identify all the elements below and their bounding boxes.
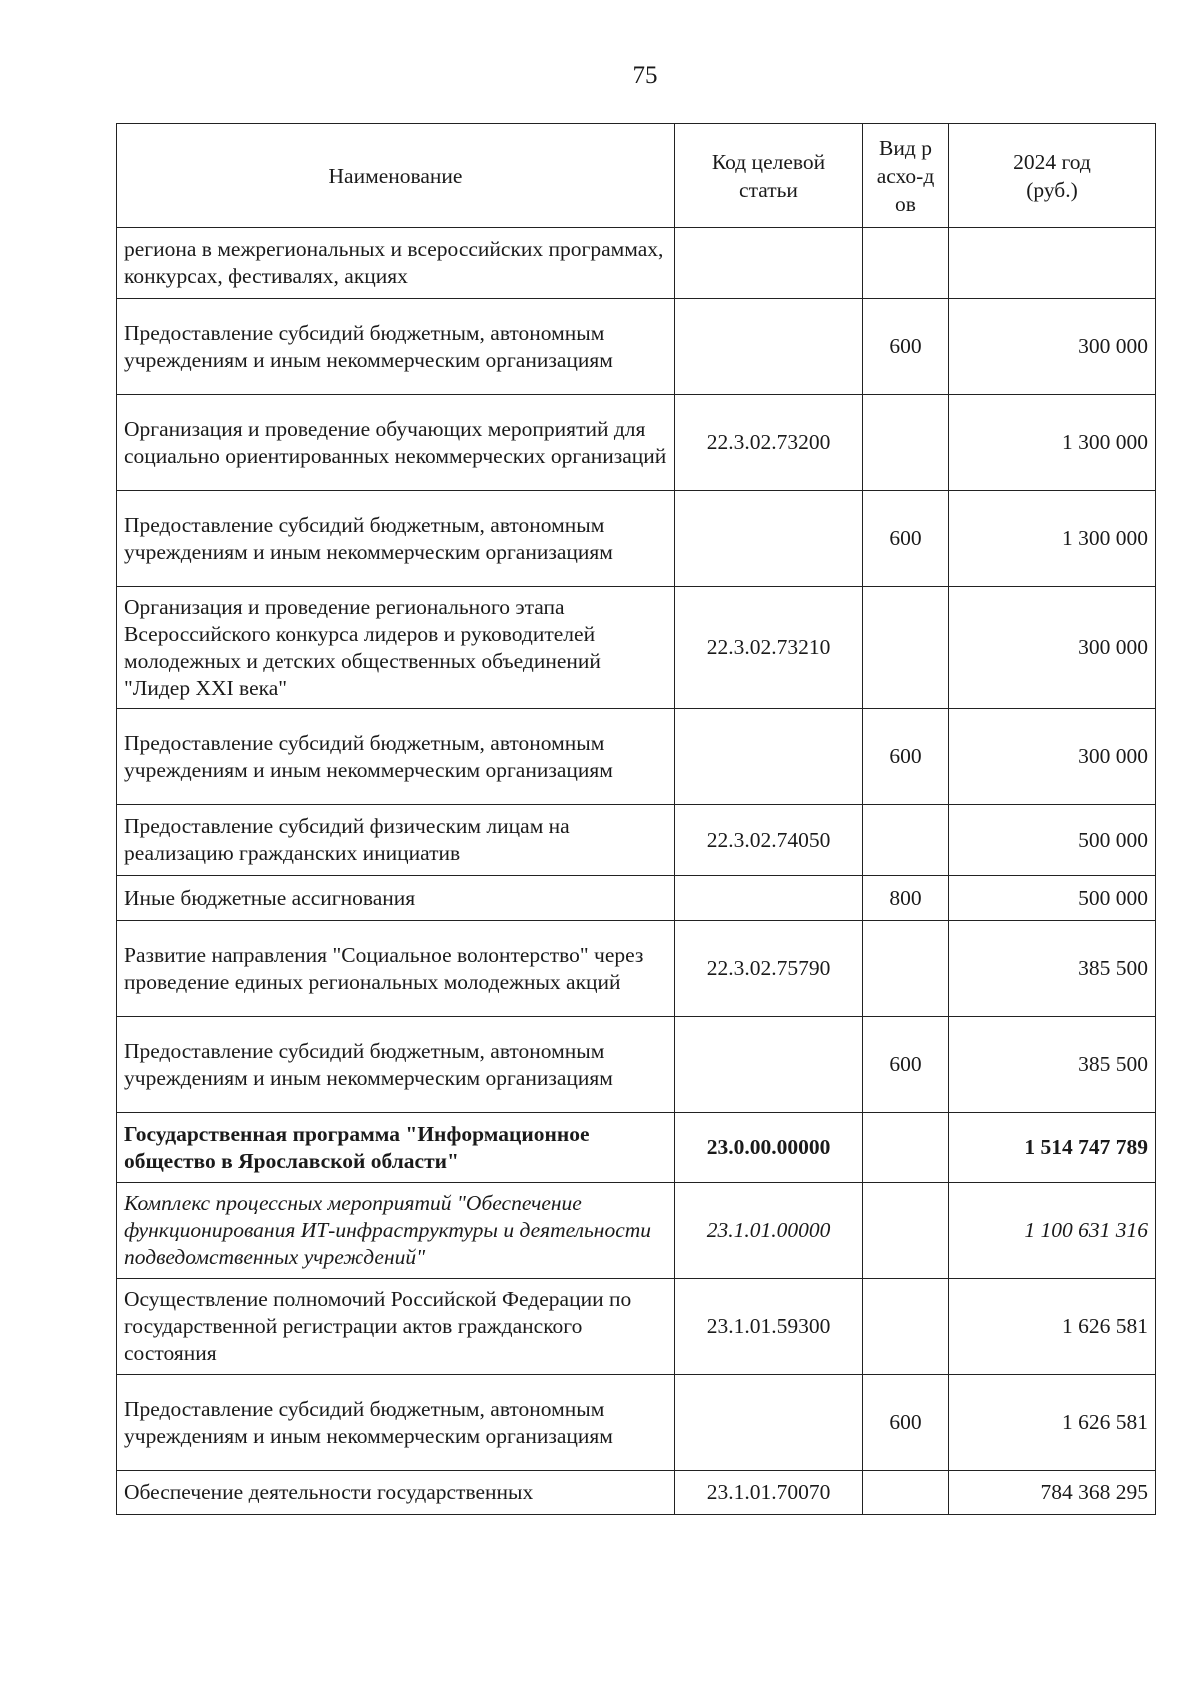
table-row [117, 228, 1156, 299]
table-row [117, 1113, 1156, 1183]
table-body [117, 228, 1156, 1515]
cell-sum: 300 000 [949, 709, 1156, 805]
header-name: Наименование [117, 124, 675, 228]
cell-code [675, 709, 863, 805]
cell-kind [863, 587, 949, 709]
cell-kind [863, 1113, 949, 1183]
cell-name: региона в межрегиональных и всероссийских программах, конкурсах, фестивалях, акциях [117, 228, 675, 299]
cell-code: 23.1.01.59300 [675, 1279, 863, 1375]
cell-sum [949, 228, 1156, 299]
cell-sum: 784 368 295 [949, 1471, 1156, 1515]
cell-sum: 385 500 [949, 1017, 1156, 1113]
cell-kind: 600 [863, 1375, 949, 1471]
cell-name: Предоставление субсидий бюджетным, автономным учреждениям и иным некоммерческим организациям [117, 709, 675, 805]
cell-kind [863, 1279, 949, 1375]
table-row [117, 921, 1156, 1017]
cell-kind [863, 1183, 949, 1279]
cell-code [675, 876, 863, 921]
header-code [675, 124, 863, 228]
table-row [117, 1471, 1156, 1515]
cell-name: Предоставление субсидий бюджетным, автономным учреждениям и иным некоммерческим организациям [117, 299, 675, 395]
cell-sum: 300 000 [949, 587, 1156, 709]
cell-name: Организация и проведение регионального этапа Всероссийского конкурса лидеров и руководителей молодежных и детских общественных объединений "Лидер XXI века" [117, 587, 675, 709]
cell-name: Государственная программа "Информационное общество в Ярославской области" [117, 1113, 675, 1183]
cell-code: 23.1.01.00000 [675, 1183, 863, 1279]
cell-name: Комплекс процессных мероприятий "Обеспечение функционирования ИТ-инфраструктуры и деятельности подведомственных учреждений" [117, 1183, 675, 1279]
cell-name: Предоставление субсидий физическим лицам на реализацию гражданских инициатив [117, 805, 675, 876]
cell-kind: 800 [863, 876, 949, 921]
header-row [117, 124, 1156, 228]
cell-kind [863, 805, 949, 876]
cell-name: Развитие направления "Социальное волонтерство" через проведение единых региональных молодежных акций [117, 921, 675, 1017]
table-row [117, 709, 1156, 805]
table-row [117, 1017, 1156, 1113]
table-row [117, 491, 1156, 587]
cell-name: Организация и проведение обучающих мероприятий для социально ориентированных некоммерческих организаций [117, 395, 675, 491]
cell-name: Предоставление субсидий бюджетным, автономным учреждениям и иным некоммерческим организациям [117, 1017, 675, 1113]
cell-kind: 600 [863, 1017, 949, 1113]
cell-name: Обеспечение деятельности государственных [117, 1471, 675, 1515]
cell-code: 23.1.01.70070 [675, 1471, 863, 1515]
table-row [117, 805, 1156, 876]
cell-name: Иные бюджетные ассигнования [117, 876, 675, 921]
budget-table [116, 123, 1156, 1515]
cell-kind [863, 921, 949, 1017]
cell-sum: 1 300 000 [949, 395, 1156, 491]
cell-code: 22.3.02.74050 [675, 805, 863, 876]
cell-sum: 1 300 000 [949, 491, 1156, 587]
cell-code [675, 299, 863, 395]
cell-kind: 600 [863, 491, 949, 587]
cell-kind [863, 228, 949, 299]
table-row [117, 299, 1156, 395]
cell-sum: 1 626 581 [949, 1375, 1156, 1471]
header-kind [863, 124, 949, 228]
table-row [117, 395, 1156, 491]
table-row [117, 1279, 1156, 1375]
page-number: 75 [632, 62, 658, 89]
cell-sum: 385 500 [949, 921, 1156, 1017]
cell-code: 23.0.00.00000 [675, 1113, 863, 1183]
cell-name: Предоставление субсидий бюджетным, автономным учреждениям и иным некоммерческим организациям [117, 491, 675, 587]
header-sum-label: 2024 год (руб.) [1013, 149, 1091, 202]
cell-sum: 1 626 581 [949, 1279, 1156, 1375]
cell-sum: 300 000 [949, 299, 1156, 395]
cell-kind [863, 395, 949, 491]
cell-name: Предоставление субсидий бюджетным, автономным учреждениям и иным некоммерческим организациям [117, 1375, 675, 1471]
cell-sum: 500 000 [949, 876, 1156, 921]
cell-name: Осуществление полномочий Российской Федерации по государственной регистрации актов гражданского состояния [117, 1279, 675, 1375]
header-code-label: Код целевой статьи [711, 149, 826, 202]
cell-code: 22.3.02.75790 [675, 921, 863, 1017]
table-row [117, 876, 1156, 921]
table-row [117, 1183, 1156, 1279]
header-sum [949, 124, 1156, 228]
header-kind-label: Вид расхо-дов [876, 135, 935, 216]
cell-code: 22.3.02.73210 [675, 587, 863, 709]
cell-sum: 1 100 631 316 [949, 1183, 1156, 1279]
cell-kind: 600 [863, 709, 949, 805]
cell-code: 22.3.02.73200 [675, 395, 863, 491]
cell-code [675, 1375, 863, 1471]
cell-code [675, 491, 863, 587]
table-header [117, 124, 1156, 228]
cell-sum: 1 514 747 789 [949, 1113, 1156, 1183]
cell-kind: 600 [863, 299, 949, 395]
cell-kind [863, 1471, 949, 1515]
table-row [117, 1375, 1156, 1471]
table-row [117, 587, 1156, 709]
cell-code [675, 1017, 863, 1113]
cell-sum: 500 000 [949, 805, 1156, 876]
cell-code [675, 228, 863, 299]
